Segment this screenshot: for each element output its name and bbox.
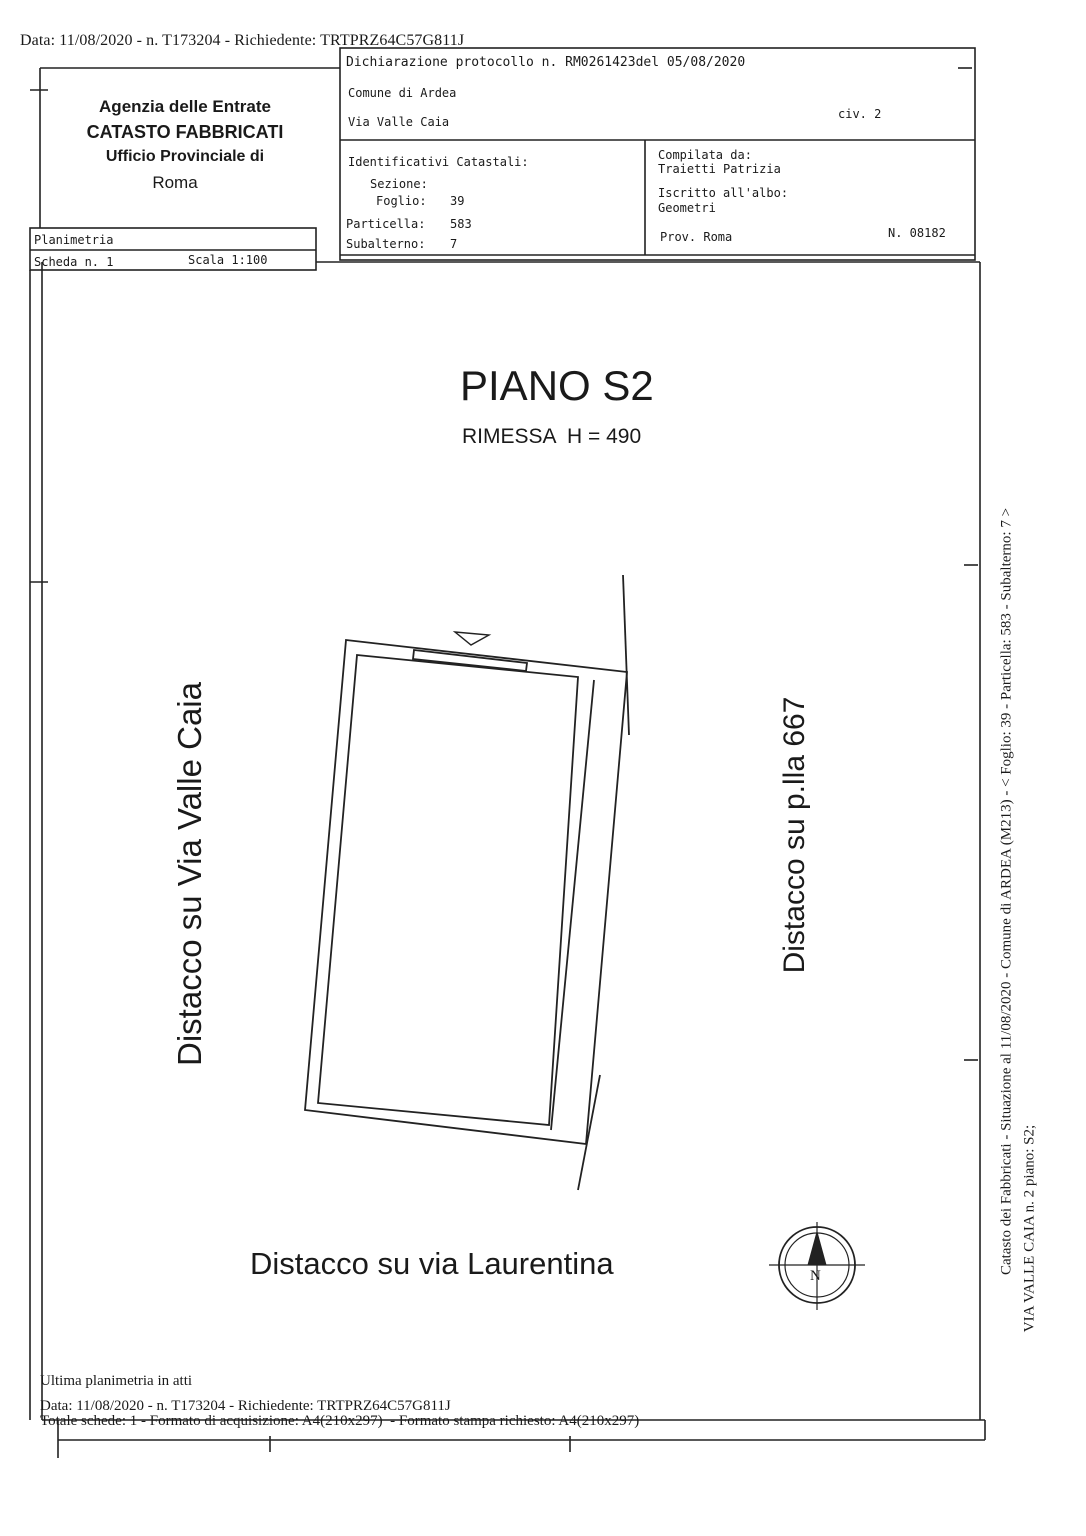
sezione-label: Sezione:	[370, 177, 428, 191]
particella-value: 583	[450, 217, 472, 231]
compiled-label: Compilata da:	[658, 148, 752, 162]
agency-name: Agenzia delle Entrate	[99, 97, 271, 116]
identifiers-heading: Identificativi Catastali:	[348, 155, 529, 169]
prov: Prov. Roma	[660, 230, 733, 244]
declaration-civic: civ. 2	[838, 107, 882, 121]
sheet-scheda: Scheda n. 1	[34, 255, 114, 269]
compiled-name: Traietti Patrizia	[658, 162, 781, 176]
floor-plan	[305, 575, 629, 1190]
plan-subtitle: RIMESSA H = 490	[462, 425, 642, 448]
footer-last-plan: Ultima planimetria in atti	[40, 1373, 193, 1389]
agency-dept: CATASTO FABBRICATI	[86, 122, 284, 142]
left-boundary-label: Distacco su Via Valle Caia	[171, 682, 208, 1066]
particella-label: Particella:	[346, 217, 426, 231]
footer-totals: Totale schede: 1 - Formato di acquisizione: A4(210x297) - Formato stampa richiesto: A4(210x297)	[40, 1413, 640, 1429]
bottom-boundary-label: Distacco su via Laurentina	[250, 1246, 614, 1281]
agency-city: Roma	[152, 173, 198, 192]
declaration-comune: Comune di Ardea	[348, 86, 457, 100]
declaration-protocol: Dichiarazione protocollo n. RM0261423del 05/08/2020	[346, 55, 746, 70]
subalterno-value: 7	[450, 237, 458, 251]
agency-office: Ufficio Provinciale di	[105, 148, 265, 165]
subalterno-label: Subalterno:	[346, 237, 426, 251]
albo-label: Iscritto all'albo:	[658, 186, 789, 200]
side-cadastre-line: Catasto dei Fabbricati - Situazione al 11/08/2020 - Comune di ARDEA (M213) - < Foglio: 39 - Particella: 583 - Subalterno: 7 >	[998, 507, 1015, 1276]
plan-title: PIANO S2	[460, 362, 654, 409]
declaration-street: Via Valle Caia	[348, 115, 450, 129]
footer-request: Data: 11/08/2020 - n. T173204 - Richiedente: TRTPRZ64C57G811J	[40, 1398, 451, 1414]
request-header: Data: 11/08/2020 - n. T173204 - Richiedente: TRTPRZ64C57G811J	[20, 32, 465, 49]
foglio-label: Foglio:	[376, 194, 427, 208]
albo-number: N. 08182	[888, 226, 946, 240]
sheet-scale: Scala 1:100	[188, 253, 268, 267]
compass-icon	[769, 1222, 865, 1310]
right-boundary-label: Distacco su p.lla 667	[778, 696, 811, 974]
sheet-type: Planimetria	[34, 233, 114, 247]
compass-north-letter: N	[810, 1268, 821, 1284]
foglio-value: 39	[450, 194, 465, 208]
albo-value: Geometri	[658, 201, 716, 215]
side-address-line: VIA VALLE CAIA n. 2 piano: S2;	[1021, 1124, 1038, 1333]
